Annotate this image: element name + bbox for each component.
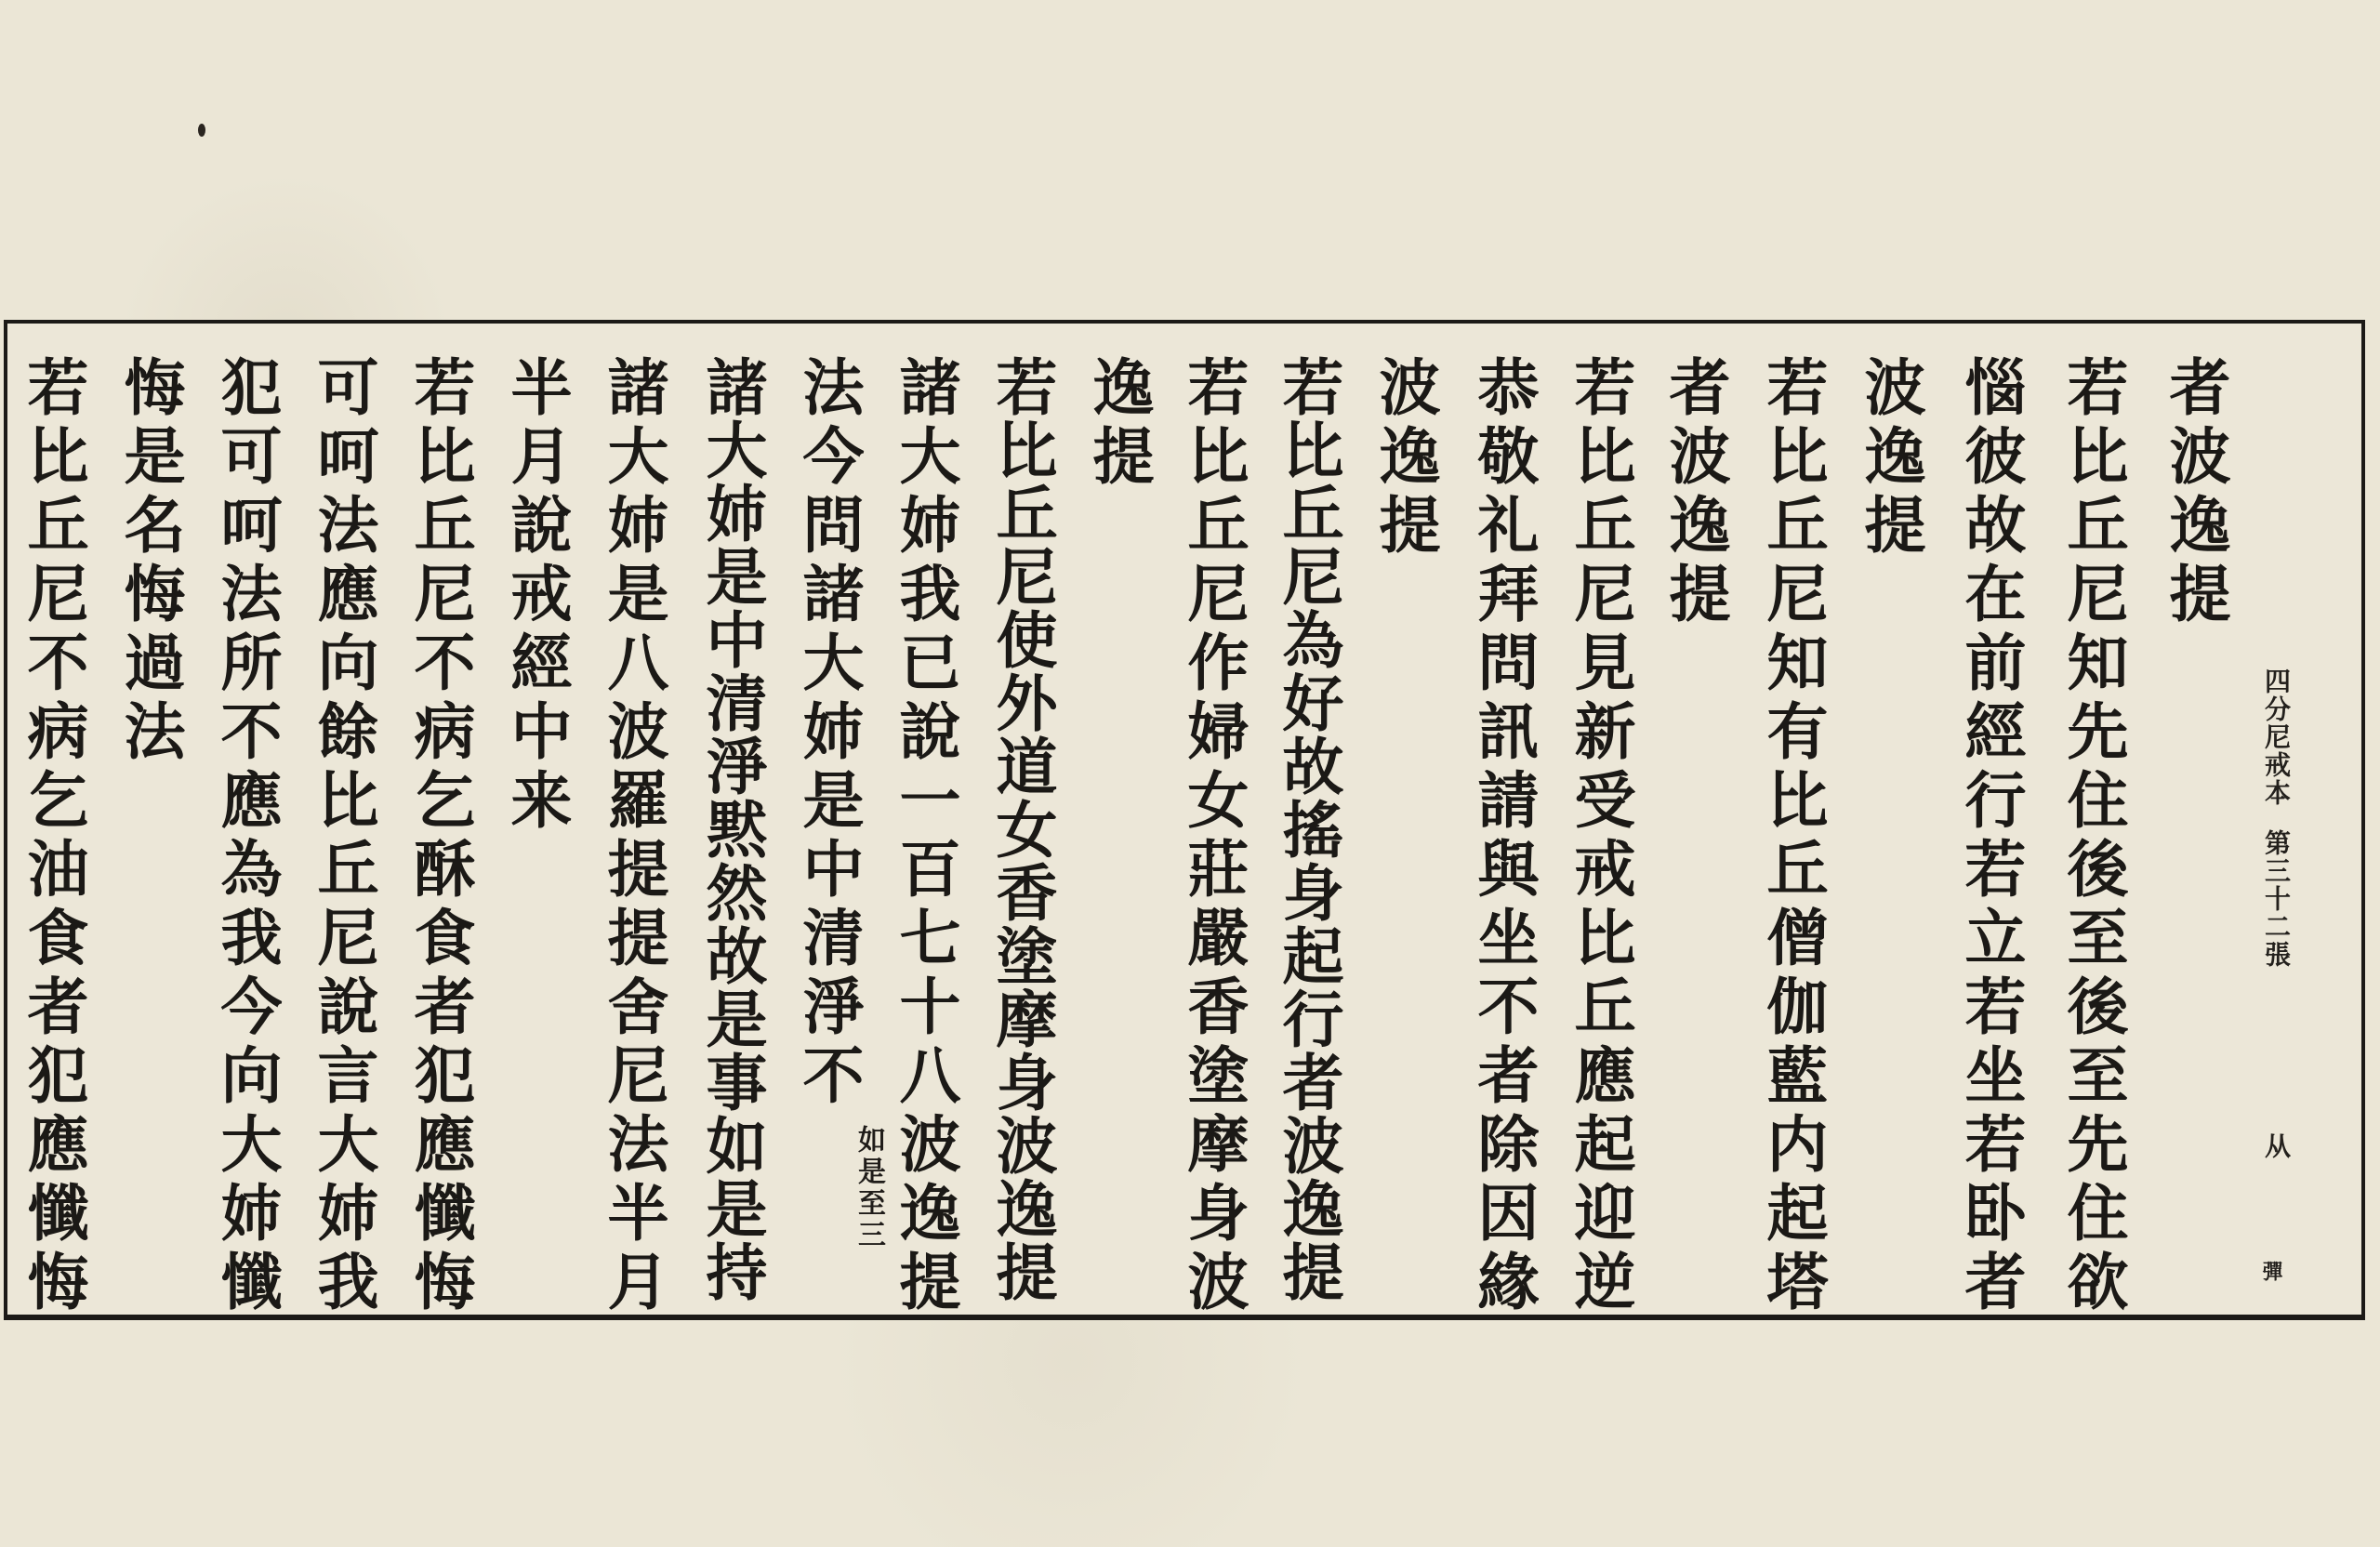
text-column-9: 波逸提: [1368, 355, 1441, 562]
text-column-5: 若比丘尼知有比丘僧伽藍内起塔: [1756, 355, 1829, 1318]
margin-mark: 从: [2261, 1132, 2292, 1160]
margin-book-title: 四分尼戒本: [2261, 668, 2292, 807]
text-column-1: 者波逸提: [2159, 355, 2231, 630]
text-column-16: 諸大姉是中清淨黙然故是事如是持: [695, 355, 768, 1303]
text-column-23: 若比丘尼不病乞油食者犯應懺悔: [17, 355, 89, 1318]
text-column-18: 半月說戒經中来: [500, 355, 573, 837]
text-column-3: 惱彼故在前經行若立若坐若卧者: [1954, 355, 2027, 1318]
text-column-22: 悔是名悔過法: [113, 355, 186, 768]
text-column-2: 若比丘尼知先住後至後至先住欲: [2056, 355, 2129, 1318]
interlinear-note: 如是至三: [853, 1125, 885, 1251]
text-column-7: 若比丘尼見新受戒比丘應起迎逆: [1564, 355, 1636, 1318]
text-column-12: 逸提: [1082, 355, 1155, 493]
text-column-10: 若比丘尼為好故搖身起行者波逸提: [1272, 355, 1344, 1303]
text-column-20: 可呵法應向餘比丘尼說言大姉我: [307, 355, 379, 1318]
text-column-4: 波逸提: [1854, 355, 1926, 562]
text-column-11: 若比丘尼作婦女莊嚴香塗摩身波: [1177, 355, 1250, 1318]
margin-page-number: 第三十二張: [2261, 829, 2292, 969]
worm-hole-mark: [198, 124, 205, 137]
text-column-15: 法今問諸大姉是中清淨不: [792, 355, 865, 1112]
text-column-19: 若比丘尼不病乞酥食者犯應懺悔: [403, 355, 476, 1318]
text-column-6: 者波逸提: [1659, 355, 1731, 630]
text-column-14: 諸大姉我已說一百七十八波逸提: [889, 355, 961, 1318]
text-column-13: 若比丘尼使外道女香塗摩身波逸提: [985, 355, 1058, 1303]
text-column-17: 諸大姉是八波羅提提舍尼法半月: [597, 355, 669, 1318]
margin-mark-2: 彈: [2259, 1261, 2283, 1283]
text-column-21: 犯可呵法所不應為我今向大姉懺: [210, 355, 283, 1318]
text-column-8: 恭敬礼拜問訊請與坐不者除因緣: [1467, 355, 1540, 1318]
